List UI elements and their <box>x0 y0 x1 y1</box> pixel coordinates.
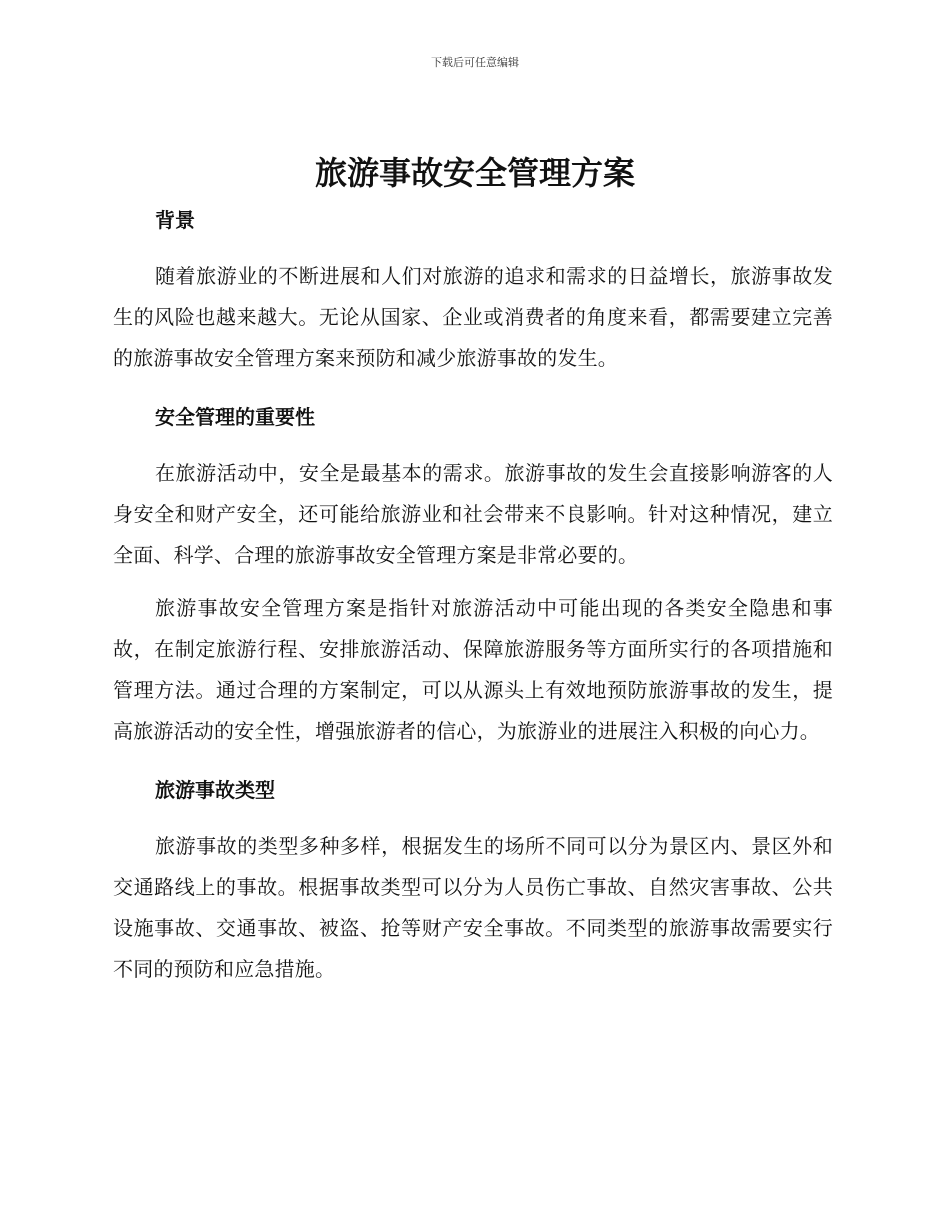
document-title: 旅游事故安全管理方案 <box>314 154 635 192</box>
paragraph-background: 随着旅游业的不断进展和人们对旅游的追求和需求的日益增长，旅游事故发生的风险也越来越大。无论从国家、企业或消费者的角度来看，都需要建立完善的旅游事故安全管理方案来预防和减少旅游事故的发生。 <box>113 264 833 370</box>
section-heading-importance: 安全管理的重要性 <box>155 405 315 429</box>
paragraph-accident-types: 旅游事故的类型多种多样，根据发生的场所不同可以分为景区内、景区外和交通路线上的事故。根据事故类型可以分为人员伤亡事故、自然灾害事故、公共设施事故、交通事故、被盗、抢等财产安全事故。不同类型的旅游事故需要实行不同的预防和应急措施。 <box>113 834 833 981</box>
paragraph-importance-1: 在旅游活动中，安全是最基本的需求。旅游事故的发生会直接影响游客的人身安全和财产安全，还可能给旅游业和社会带来不良影响。针对这种情况，建立全面、科学、合理的旅游事故安全管理方案是非常必要的。 <box>113 461 833 567</box>
page-header-note: 下载后可任意编辑 <box>431 56 519 69</box>
section-heading-background: 背景 <box>155 208 195 232</box>
document-body <box>113 204 833 990</box>
paragraph-importance-2: 旅游事故安全管理方案是指针对旅游活动中可能出现的各类安全隐患和事故，在制定旅游行程、安排旅游活动、保障旅游服务等方面所实行的各项措施和管理方法。通过合理的方案制定，可以从源头上有效地预防旅游事故的发生，提高旅游活动的安全性，增强旅游者的信心，为旅游业的进展注入积极的向心力。 <box>113 596 833 743</box>
section-heading-accident-types: 旅游事故类型 <box>155 778 275 802</box>
